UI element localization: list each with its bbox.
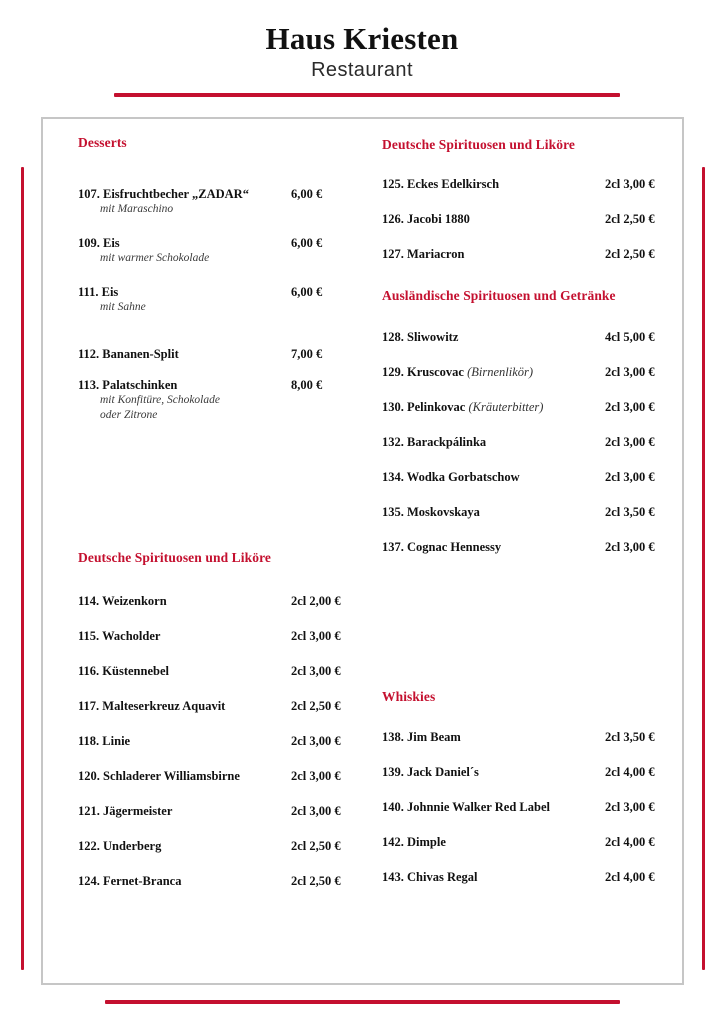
menu-item-name: 130. Pelinkovac (Kräuterbitter) bbox=[382, 400, 544, 414]
menu-item-row bbox=[78, 187, 353, 202]
menu-item-name: 126. Jacobi 1880 bbox=[382, 212, 470, 226]
menu-item bbox=[78, 236, 353, 266]
menu-item-name: 115. Wacholder bbox=[78, 629, 161, 643]
menu-item-row bbox=[382, 870, 677, 885]
menu-item-price: 2cl 2,50 € bbox=[291, 839, 341, 853]
menu-frame bbox=[41, 117, 684, 985]
menu-item-description: mit Maraschino bbox=[100, 203, 174, 215]
menu-item bbox=[78, 769, 353, 784]
menu-item-name: 112. Bananen-Split bbox=[78, 347, 179, 361]
menu-item-row bbox=[382, 540, 677, 555]
section-title: Ausländische Spirituosen und Getränke bbox=[382, 288, 616, 303]
menu-item-price: 6,00 € bbox=[291, 285, 323, 299]
menu-section bbox=[382, 137, 677, 261]
menu-item-price: 2cl 3,00 € bbox=[605, 177, 655, 191]
menu-item-name: 129. Kruscovac (Birnenlikör) bbox=[382, 365, 534, 379]
menu-item-price: 2cl 3,50 € bbox=[605, 505, 655, 519]
menu-item-row bbox=[382, 435, 677, 450]
menu-item-price: 2cl 3,00 € bbox=[605, 800, 655, 814]
menu-item-name: 114. Weizenkorn bbox=[78, 594, 167, 608]
menu-item bbox=[382, 870, 677, 885]
menu-item-description: mit Sahne bbox=[100, 301, 146, 313]
menu-item-price: 2cl 3,00 € bbox=[605, 470, 655, 484]
menu-item bbox=[78, 874, 353, 889]
menu-item bbox=[382, 435, 677, 450]
menu-item-row bbox=[78, 699, 353, 714]
menu-item bbox=[382, 540, 677, 555]
menu-item-name: 116. Küstennebel bbox=[78, 664, 169, 678]
menu-item bbox=[78, 839, 353, 854]
menu-item bbox=[382, 177, 677, 192]
menu-item-row bbox=[78, 874, 353, 889]
menu-item-row bbox=[382, 765, 677, 780]
menu-item bbox=[382, 247, 677, 262]
menu-item-row bbox=[78, 594, 353, 609]
menu-item bbox=[78, 187, 353, 217]
menu-item bbox=[382, 212, 677, 227]
menu-item-price: 6,00 € bbox=[291, 187, 323, 201]
menu-item-price: 2cl 3,00 € bbox=[291, 629, 341, 643]
menu-item-row bbox=[78, 236, 353, 251]
menu-item-name: 139. Jack Daniel´s bbox=[382, 765, 479, 779]
menu-item bbox=[382, 330, 677, 345]
top-accent-rule bbox=[114, 93, 620, 97]
menu-item bbox=[78, 347, 353, 362]
menu-item-price: 2cl 3,00 € bbox=[291, 664, 341, 678]
menu-item-description: mit Konfitüre, Schokolade bbox=[100, 394, 220, 406]
menu-item-name: 142. Dimple bbox=[382, 835, 446, 849]
menu-item bbox=[78, 285, 353, 315]
menu-item-row bbox=[382, 730, 677, 745]
menu-item bbox=[78, 699, 353, 714]
menu-section bbox=[78, 135, 353, 421]
menu-item-row bbox=[78, 734, 353, 749]
menu-item bbox=[382, 835, 677, 850]
menu-section bbox=[382, 288, 677, 554]
menu-item-price: 2cl 2,50 € bbox=[605, 247, 655, 261]
menu-item-name: 124. Fernet-Branca bbox=[78, 874, 182, 888]
menu-item-price: 2cl 3,00 € bbox=[605, 365, 655, 379]
right-accent-rule bbox=[702, 167, 705, 970]
section-title: Desserts bbox=[78, 135, 127, 150]
menu-item bbox=[382, 505, 677, 520]
menu-item-row bbox=[382, 330, 677, 345]
menu-item bbox=[382, 800, 677, 815]
section-title: Deutsche Spirituosen und Liköre bbox=[382, 137, 576, 152]
menu-item-description: oder Zitrone bbox=[100, 408, 158, 421]
section-title: Whiskies bbox=[382, 689, 436, 704]
menu-item-row bbox=[382, 247, 677, 262]
menu-item bbox=[78, 629, 353, 644]
menu-item-price: 2cl 3,50 € bbox=[605, 730, 655, 744]
menu-item bbox=[382, 470, 677, 485]
menu-item-row bbox=[382, 470, 677, 485]
menu-item-description: mit warmer Schokolade bbox=[100, 252, 210, 264]
menu-item-name: 140. Johnnie Walker Red Label bbox=[382, 800, 550, 814]
menu-item-price: 2cl 2,50 € bbox=[291, 874, 341, 888]
menu-item-name: 137. Cognac Hennessy bbox=[382, 540, 502, 554]
menu-item-row bbox=[78, 285, 353, 300]
menu-item bbox=[78, 378, 353, 422]
menu-item-row bbox=[382, 177, 677, 192]
menu-item-price: 6,00 € bbox=[291, 236, 323, 250]
menu-item-price: 2cl 3,00 € bbox=[605, 540, 655, 554]
menu-item-price: 2cl 4,00 € bbox=[605, 835, 655, 849]
bottom-accent-rule bbox=[105, 1000, 620, 1004]
menu-item-name: 118. Linie bbox=[78, 734, 131, 748]
menu-item-price: 4cl 5,00 € bbox=[605, 330, 655, 344]
menu-item-row bbox=[78, 769, 353, 784]
menu-item-row bbox=[382, 835, 677, 850]
menu-item-row bbox=[78, 378, 353, 393]
menu-item-price: 2cl 3,00 € bbox=[605, 435, 655, 449]
menu-item-name: 121. Jägermeister bbox=[78, 804, 173, 818]
menu-item-row bbox=[382, 365, 677, 380]
menu-item-name: 113. Palatschinken bbox=[78, 378, 178, 392]
menu-item-name: 128. Sliwowitz bbox=[382, 330, 459, 344]
menu-item-price: 2cl 3,00 € bbox=[605, 400, 655, 414]
menu-item-name: 143. Chivas Regal bbox=[382, 870, 478, 884]
menu-item-name: 120. Schladerer Williamsbirne bbox=[78, 769, 240, 783]
menu-item-name: 107. Eisfruchtbecher „ZADAR“ bbox=[78, 187, 249, 201]
menu-item bbox=[382, 730, 677, 745]
menu-item-price: 2cl 4,00 € bbox=[605, 765, 655, 779]
menu-item-row bbox=[382, 400, 677, 415]
menu-item-name: 134. Wodka Gorbatschow bbox=[382, 470, 520, 484]
menu-item bbox=[382, 365, 677, 380]
menu-item bbox=[78, 734, 353, 749]
masthead bbox=[0, 22, 724, 83]
menu-section bbox=[78, 550, 353, 888]
menu-section bbox=[382, 689, 677, 884]
menu-item-name: 138. Jim Beam bbox=[382, 730, 461, 744]
menu-item-qualifier: (Birnenlikör) bbox=[467, 365, 534, 379]
menu-item-name: 125. Eckes Edelkirsch bbox=[382, 177, 500, 191]
menu-item bbox=[78, 594, 353, 609]
menu-item-row bbox=[78, 629, 353, 644]
menu-item-row bbox=[78, 839, 353, 854]
restaurant-subtitle: Restaurant bbox=[311, 58, 413, 81]
menu-item-name: 135. Moskovskaya bbox=[382, 505, 480, 519]
menu-item bbox=[78, 804, 353, 819]
menu-item-price: 2cl 3,00 € bbox=[291, 734, 341, 748]
menu-item-row bbox=[382, 212, 677, 227]
menu-item-price: 2cl 4,00 € bbox=[605, 870, 655, 884]
menu-item bbox=[382, 765, 677, 780]
menu-item-qualifier: (Kräuterbitter) bbox=[468, 400, 544, 414]
restaurant-name: Haus Kriesten bbox=[265, 21, 459, 56]
menu-item-row bbox=[382, 800, 677, 815]
menu-item-price: 2cl 2,00 € bbox=[291, 594, 341, 608]
menu-item-price: 2cl 2,50 € bbox=[605, 212, 655, 226]
menu-item-price: 2cl 3,00 € bbox=[291, 769, 341, 783]
menu-item-price: 2cl 2,50 € bbox=[291, 699, 341, 713]
menu-item-price: 8,00 € bbox=[291, 378, 323, 392]
menu-item-row bbox=[78, 664, 353, 679]
menu-item-name: 111. Eis bbox=[78, 285, 119, 299]
left-accent-rule bbox=[21, 167, 24, 970]
section-title: Deutsche Spirituosen und Liköre bbox=[78, 550, 272, 565]
menu-item-name: 109. Eis bbox=[78, 236, 120, 250]
menu-item-row bbox=[382, 505, 677, 520]
menu-item-name: 122. Underberg bbox=[78, 839, 162, 853]
menu-item-row bbox=[78, 804, 353, 819]
menu-item-name: 132. Barackpálinka bbox=[382, 435, 487, 449]
menu-item-price: 2cl 3,00 € bbox=[291, 804, 341, 818]
menu-item-price: 7,00 € bbox=[291, 347, 323, 361]
menu-item bbox=[382, 400, 677, 415]
menu-item bbox=[78, 664, 353, 679]
menu-item-name: 117. Malteserkreuz Aquavit bbox=[78, 699, 226, 713]
menu-item-name: 127. Mariacron bbox=[382, 247, 465, 261]
menu-item-row bbox=[78, 347, 353, 362]
